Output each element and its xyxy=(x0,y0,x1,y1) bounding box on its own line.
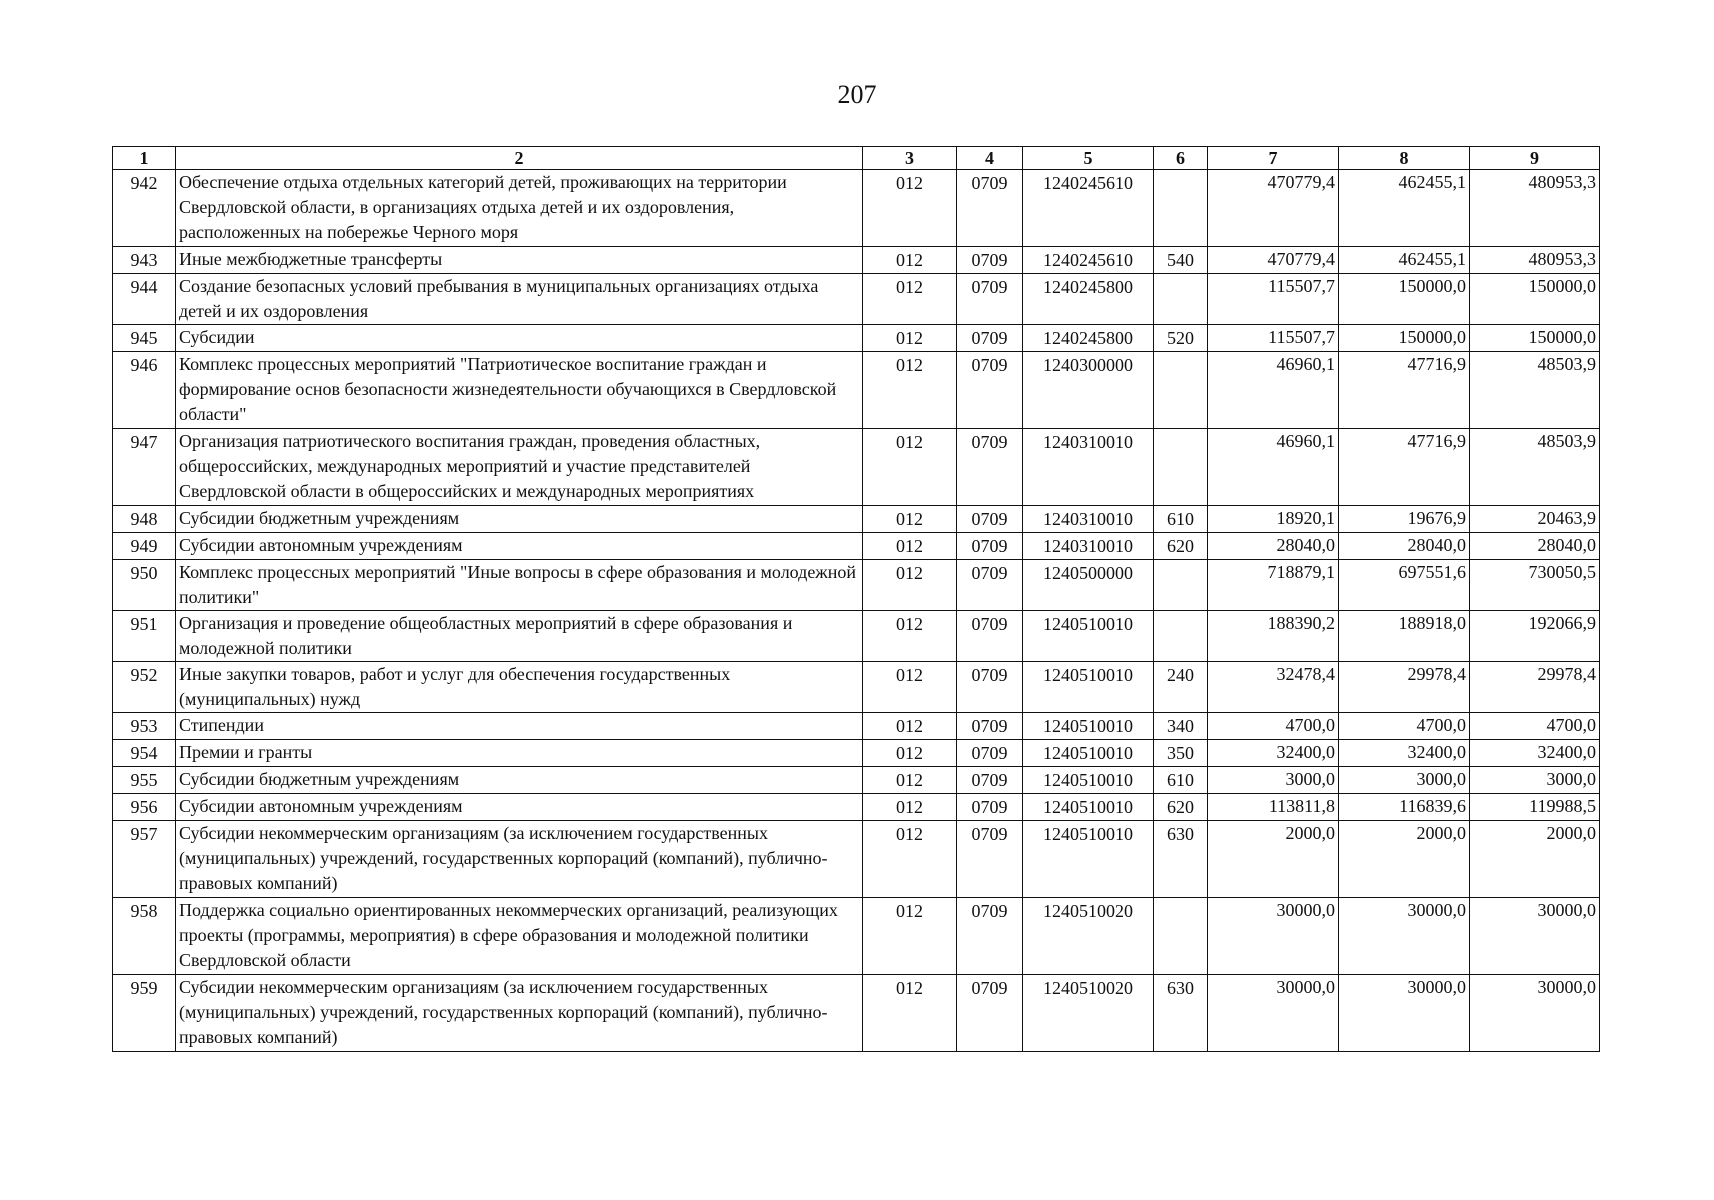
col7-value: 32400,0 xyxy=(1208,740,1339,767)
table-row xyxy=(113,662,1600,713)
col3-code: 012 xyxy=(863,713,957,740)
col3-code: 012 xyxy=(863,821,957,898)
table-row xyxy=(113,533,1600,560)
col7-value: 188390,2 xyxy=(1208,611,1339,662)
row-name: Иные закупки товаров, работ и услуг для обеспечения государственных (муниципальных) нужд xyxy=(176,662,863,713)
col5-code: 1240300000 xyxy=(1023,352,1154,429)
col9-value: 4700,0 xyxy=(1470,713,1600,740)
col9-value: 192066,9 xyxy=(1470,611,1600,662)
col5-code: 1240245610 xyxy=(1023,170,1154,247)
header-cell: 4 xyxy=(957,147,1023,170)
row-name: Субсидии автономным учреждениям xyxy=(176,533,863,560)
row-number: 951 xyxy=(113,611,176,662)
col7-value: 32478,4 xyxy=(1208,662,1339,713)
header-cell: 5 xyxy=(1023,147,1154,170)
table-row xyxy=(113,247,1600,274)
table-row xyxy=(113,975,1600,1052)
col3-code: 012 xyxy=(863,506,957,533)
col9-value: 730050,5 xyxy=(1470,560,1600,611)
col4-code: 0709 xyxy=(957,821,1023,898)
col9-value: 20463,9 xyxy=(1470,506,1600,533)
table-row xyxy=(113,713,1600,740)
col9-value: 48503,9 xyxy=(1470,352,1600,429)
col6-code: 620 xyxy=(1154,794,1208,821)
col6-code: 540 xyxy=(1154,247,1208,274)
col8-value: 150000,0 xyxy=(1339,274,1470,325)
col7-value: 46960,1 xyxy=(1208,352,1339,429)
col3-code: 012 xyxy=(863,767,957,794)
col3-code: 012 xyxy=(863,352,957,429)
col8-value: 30000,0 xyxy=(1339,975,1470,1052)
row-number: 955 xyxy=(113,767,176,794)
col8-value: 116839,6 xyxy=(1339,794,1470,821)
row-number: 947 xyxy=(113,429,176,506)
col6-code xyxy=(1154,898,1208,975)
col3-code: 012 xyxy=(863,560,957,611)
row-name: Организация и проведение общеобластных мероприятий в сфере образования и молодежной политики xyxy=(176,611,863,662)
row-number: 948 xyxy=(113,506,176,533)
header-cell: 1 xyxy=(113,147,176,170)
col5-code: 1240510010 xyxy=(1023,713,1154,740)
row-name: Субсидии бюджетным учреждениям xyxy=(176,506,863,533)
col4-code: 0709 xyxy=(957,274,1023,325)
table-row xyxy=(113,325,1600,352)
table-row xyxy=(113,740,1600,767)
col5-code: 1240510010 xyxy=(1023,794,1154,821)
col8-value: 150000,0 xyxy=(1339,325,1470,352)
col4-code: 0709 xyxy=(957,429,1023,506)
page-number: 207 xyxy=(837,80,877,109)
col8-value: 462455,1 xyxy=(1339,170,1470,247)
col3-code: 012 xyxy=(863,740,957,767)
col7-value: 46960,1 xyxy=(1208,429,1339,506)
col7-value: 113811,8 xyxy=(1208,794,1339,821)
col8-value: 462455,1 xyxy=(1339,247,1470,274)
col3-code: 012 xyxy=(863,274,957,325)
col8-value: 3000,0 xyxy=(1339,767,1470,794)
col9-value: 29978,4 xyxy=(1470,662,1600,713)
table-row xyxy=(113,352,1600,429)
row-number: 958 xyxy=(113,898,176,975)
table-row xyxy=(113,170,1600,247)
col9-value: 3000,0 xyxy=(1470,767,1600,794)
table-header-row xyxy=(113,147,1600,170)
col6-code: 610 xyxy=(1154,767,1208,794)
col6-code xyxy=(1154,274,1208,325)
col9-value: 28040,0 xyxy=(1470,533,1600,560)
budget-table xyxy=(112,146,1600,1052)
header-cell: 8 xyxy=(1339,147,1470,170)
col6-code xyxy=(1154,560,1208,611)
col6-code xyxy=(1154,170,1208,247)
col8-value: 30000,0 xyxy=(1339,898,1470,975)
col8-value: 19676,9 xyxy=(1339,506,1470,533)
col4-code: 0709 xyxy=(957,506,1023,533)
row-name: Субсидии xyxy=(176,325,863,352)
row-name: Организация патриотического воспитания граждан, проведения областных, общероссийских, международных мероприятий и участие представителей Свердловской области в общероссийских и международных мероприятиях xyxy=(176,429,863,506)
col5-code: 1240510010 xyxy=(1023,740,1154,767)
col5-code: 1240510010 xyxy=(1023,662,1154,713)
col8-value: 47716,9 xyxy=(1339,352,1470,429)
col4-code: 0709 xyxy=(957,794,1023,821)
col5-code: 1240310010 xyxy=(1023,506,1154,533)
row-name: Стипендии xyxy=(176,713,863,740)
table-row xyxy=(113,506,1600,533)
col3-code: 012 xyxy=(863,611,957,662)
col7-value: 30000,0 xyxy=(1208,975,1339,1052)
row-number: 946 xyxy=(113,352,176,429)
col9-value: 119988,5 xyxy=(1470,794,1600,821)
col5-code: 1240510010 xyxy=(1023,767,1154,794)
header-cell: 2 xyxy=(176,147,863,170)
row-name: Субсидии бюджетным учреждениям xyxy=(176,767,863,794)
table-body xyxy=(113,170,1600,1052)
col3-code: 012 xyxy=(863,898,957,975)
col4-code: 0709 xyxy=(957,975,1023,1052)
col6-code: 630 xyxy=(1154,975,1208,1052)
col3-code: 012 xyxy=(863,975,957,1052)
col7-value: 718879,1 xyxy=(1208,560,1339,611)
row-name: Комплекс процессных мероприятий "Иные вопросы в сфере образования и молодежной политики" xyxy=(176,560,863,611)
row-number: 954 xyxy=(113,740,176,767)
col9-value: 150000,0 xyxy=(1470,325,1600,352)
header-cell: 9 xyxy=(1470,147,1600,170)
col8-value: 697551,6 xyxy=(1339,560,1470,611)
col7-value: 18920,1 xyxy=(1208,506,1339,533)
col9-value: 32400,0 xyxy=(1470,740,1600,767)
col9-value: 480953,3 xyxy=(1470,170,1600,247)
col5-code: 1240510010 xyxy=(1023,611,1154,662)
row-name: Субсидии автономным учреждениям xyxy=(176,794,863,821)
col3-code: 012 xyxy=(863,662,957,713)
col3-code: 012 xyxy=(863,170,957,247)
row-number: 942 xyxy=(113,170,176,247)
col4-code: 0709 xyxy=(957,560,1023,611)
col8-value: 2000,0 xyxy=(1339,821,1470,898)
col4-code: 0709 xyxy=(957,662,1023,713)
col5-code: 1240310010 xyxy=(1023,429,1154,506)
col6-code: 520 xyxy=(1154,325,1208,352)
row-name: Субсидии некоммерческим организациям (за исключением государственных (муниципальных) учреждений, государственных корпораций (компаний), публично-правовых компаний) xyxy=(176,821,863,898)
col8-value: 32400,0 xyxy=(1339,740,1470,767)
col4-code: 0709 xyxy=(957,611,1023,662)
table-row xyxy=(113,611,1600,662)
row-number: 950 xyxy=(113,560,176,611)
row-number: 959 xyxy=(113,975,176,1052)
row-number: 949 xyxy=(113,533,176,560)
col7-value: 470779,4 xyxy=(1208,170,1339,247)
row-number: 952 xyxy=(113,662,176,713)
col7-value: 4700,0 xyxy=(1208,713,1339,740)
table-row xyxy=(113,898,1600,975)
col5-code: 1240310010 xyxy=(1023,533,1154,560)
col3-code: 012 xyxy=(863,794,957,821)
table-row xyxy=(113,767,1600,794)
header-cell: 6 xyxy=(1154,147,1208,170)
col6-code: 340 xyxy=(1154,713,1208,740)
row-number: 944 xyxy=(113,274,176,325)
row-number: 945 xyxy=(113,325,176,352)
col9-value: 480953,3 xyxy=(1470,247,1600,274)
col5-code: 1240245800 xyxy=(1023,325,1154,352)
table-row xyxy=(113,794,1600,821)
row-name: Создание безопасных условий пребывания в муниципальных организациях отдыха детей и их оздоровления xyxy=(176,274,863,325)
col8-value: 29978,4 xyxy=(1339,662,1470,713)
col7-value: 470779,4 xyxy=(1208,247,1339,274)
table-row xyxy=(113,429,1600,506)
col4-code: 0709 xyxy=(957,352,1023,429)
col4-code: 0709 xyxy=(957,713,1023,740)
col3-code: 012 xyxy=(863,429,957,506)
col8-value: 47716,9 xyxy=(1339,429,1470,506)
col6-code xyxy=(1154,429,1208,506)
col7-value: 28040,0 xyxy=(1208,533,1339,560)
row-number: 957 xyxy=(113,821,176,898)
col7-value: 3000,0 xyxy=(1208,767,1339,794)
table-row xyxy=(113,821,1600,898)
row-name: Субсидии некоммерческим организациям (за исключением государственных (муниципальных) учреждений, государственных корпораций (компаний), публично-правовых компаний) xyxy=(176,975,863,1052)
col3-code: 012 xyxy=(863,247,957,274)
col5-code: 1240245800 xyxy=(1023,274,1154,325)
row-name: Обеспечение отдыха отдельных категорий детей, проживающих на территории Свердловской области, в организациях отдыха детей и их оздоровления, расположенных на побережье Черного моря xyxy=(176,170,863,247)
col5-code: 1240510010 xyxy=(1023,821,1154,898)
col4-code: 0709 xyxy=(957,898,1023,975)
col6-code: 240 xyxy=(1154,662,1208,713)
row-number: 956 xyxy=(113,794,176,821)
col3-code: 012 xyxy=(863,533,957,560)
col5-code: 1240500000 xyxy=(1023,560,1154,611)
col9-value: 30000,0 xyxy=(1470,898,1600,975)
col4-code: 0709 xyxy=(957,325,1023,352)
table-row xyxy=(113,560,1600,611)
col4-code: 0709 xyxy=(957,247,1023,274)
col7-value: 2000,0 xyxy=(1208,821,1339,898)
col8-value: 28040,0 xyxy=(1339,533,1470,560)
col5-code: 1240510020 xyxy=(1023,898,1154,975)
row-name: Премии и гранты xyxy=(176,740,863,767)
col4-code: 0709 xyxy=(957,533,1023,560)
col4-code: 0709 xyxy=(957,740,1023,767)
col6-code xyxy=(1154,611,1208,662)
col9-value: 2000,0 xyxy=(1470,821,1600,898)
table-row xyxy=(113,274,1600,325)
col8-value: 4700,0 xyxy=(1339,713,1470,740)
row-name: Поддержка социально ориентированных некоммерческих организаций, реализующих проекты (программы, мероприятия) в сфере образования и молодежной политики Свердловской области xyxy=(176,898,863,975)
col6-code xyxy=(1154,352,1208,429)
header-cell: 3 xyxy=(863,147,957,170)
col7-value: 115507,7 xyxy=(1208,274,1339,325)
col8-value: 188918,0 xyxy=(1339,611,1470,662)
col4-code: 0709 xyxy=(957,170,1023,247)
row-name: Иные межбюджетные трансферты xyxy=(176,247,863,274)
col6-code: 620 xyxy=(1154,533,1208,560)
header-cell: 7 xyxy=(1208,147,1339,170)
col9-value: 150000,0 xyxy=(1470,274,1600,325)
row-number: 943 xyxy=(113,247,176,274)
col3-code: 012 xyxy=(863,325,957,352)
col9-value: 48503,9 xyxy=(1470,429,1600,506)
row-name: Комплекс процессных мероприятий "Патриотическое воспитание граждан и формирование основ безопасности жизнедеятельности обучающихся в Свердловской области" xyxy=(176,352,863,429)
col6-code: 610 xyxy=(1154,506,1208,533)
col9-value: 30000,0 xyxy=(1470,975,1600,1052)
col7-value: 115507,7 xyxy=(1208,325,1339,352)
col4-code: 0709 xyxy=(957,767,1023,794)
col5-code: 1240245610 xyxy=(1023,247,1154,274)
col7-value: 30000,0 xyxy=(1208,898,1339,975)
row-number: 953 xyxy=(113,713,176,740)
col6-code: 350 xyxy=(1154,740,1208,767)
col5-code: 1240510020 xyxy=(1023,975,1154,1052)
col6-code: 630 xyxy=(1154,821,1208,898)
